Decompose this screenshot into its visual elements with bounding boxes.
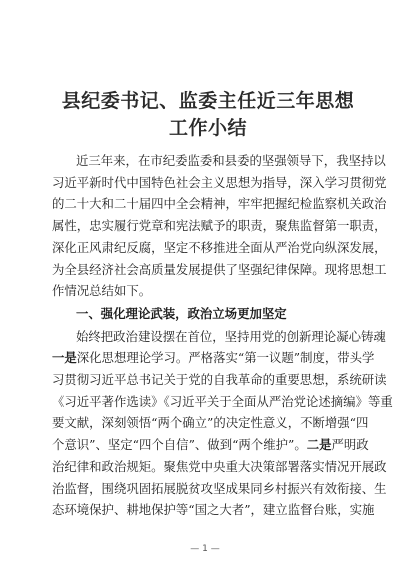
section-heading: 一、强化理论武装，政治立场更加坚定 <box>76 305 287 321</box>
paragraph-line <box>52 347 375 369</box>
paragraph-line: 深化正风肃纪反腐，坚定不移推进全面从严治党向纵深发展， <box>52 239 387 255</box>
point-lead: 二是 <box>306 437 332 453</box>
paragraph-text: 严明政 <box>331 437 369 453</box>
document-title: 县纪委书记、监委主任近三年思想工作小结 <box>61 90 355 139</box>
paragraph-line <box>52 434 367 456</box>
paragraph-line: 为全县经济社会高质量发展提供了坚强纪律保障。现将思想工 <box>52 261 387 277</box>
paragraph-line: 习近平新时代中国特色社会主义思想为指导，深入学习贯彻党 <box>52 174 387 190</box>
point-lead: 一是 <box>52 350 77 366</box>
document-body <box>52 150 393 521</box>
paragraph-line: 作情况总结如下。 <box>52 283 152 299</box>
paragraph-line: 治纪律和政治规矩。聚焦党中央重大决策部署落实情况开展政 <box>52 458 387 474</box>
paragraph-line: 的二十大和二十届四中全会精神，牢牢把握纪检监察机关政治 <box>52 196 387 212</box>
paragraph-line: 属性，忠实履行党章和宪法赋予的职责，聚焦监督第一职责， <box>52 218 387 234</box>
paragraph-line: 治监督，围绕巩固拓展脱贫攻坚成果同乡村振兴有效衔接、生 <box>52 480 387 496</box>
paragraph-line: 近三年来，在市纪委监委和县委的坚强领导下，我坚持以 <box>76 153 386 168</box>
paragraph-text: 个意识”、坚定“四个自信”、做到“两个维护”。 <box>52 437 307 453</box>
paragraph-text: 深化思想理论学习。严格落实“第一议题”制度，带头学 <box>76 350 375 366</box>
paragraph-line: 习贯彻习近平总书记关于党的自我革命的重要思想，系统研读 <box>52 372 387 388</box>
paragraph-line: 态环境保护、耕地保护等“国之大者”，建立监督台账，实施 <box>52 502 375 518</box>
paragraph-line: 始终把政治建设摆在首位，坚持用党的创新理论凝心铸魂 <box>76 328 386 344</box>
paragraph-line: 《习近平著作选读》《习近平关于全面从严治党论述摘编》等重 <box>52 393 393 409</box>
page-number: — 1 — <box>190 544 220 554</box>
paragraph-line: 要文献，深刻领悟“两个确立”的决定性意义，不断增强“四 <box>52 415 369 431</box>
